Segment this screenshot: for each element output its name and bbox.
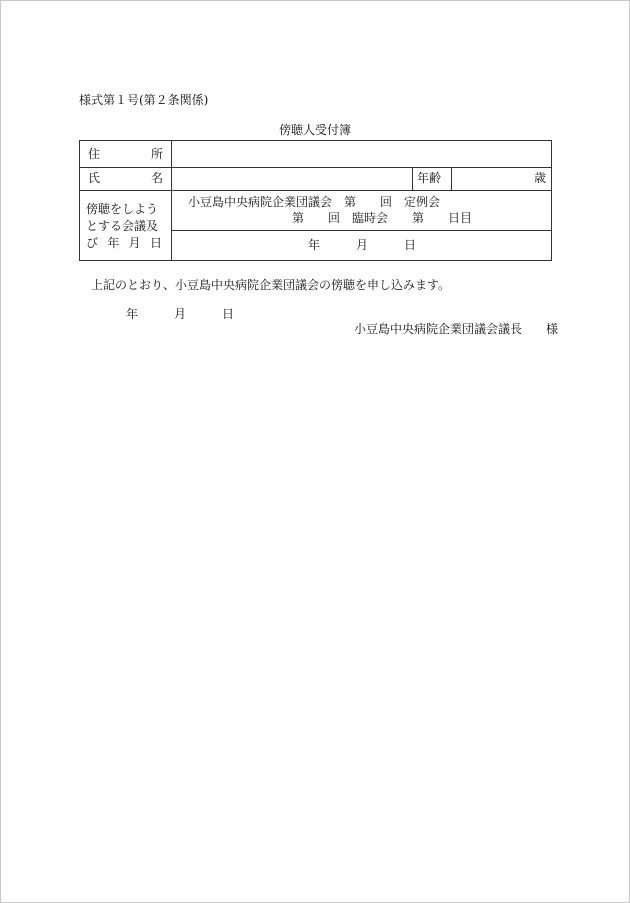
- address-field[interactable]: [172, 142, 550, 166]
- age-unit: 歳: [534, 171, 547, 185]
- form-title: 傍聴人受付簿: [278, 123, 351, 137]
- addressee: 小豆島中央病院企業団議会議長 様: [354, 322, 559, 336]
- form-number: 様式第１号(第２条関係): [79, 93, 209, 107]
- meeting-label-char-4: 日: [149, 236, 162, 250]
- meeting-label-line-1: 傍聴をしよう: [86, 202, 159, 216]
- meeting-label-line-3: [86, 237, 162, 249]
- row-divider-3: [171, 230, 551, 231]
- reception-table: [79, 140, 552, 261]
- name-label-char-2: 名: [150, 171, 163, 185]
- meeting-regular-session: 小豆島中央病院企業団議会 第 回 定例会: [188, 195, 441, 209]
- name-label-char-1: 氏: [88, 171, 101, 185]
- meeting-label-char-1: び: [86, 236, 99, 250]
- application-date: 年 月 日: [126, 307, 235, 321]
- address-label-char-2: 所: [150, 147, 163, 161]
- meeting-extraordinary-session: 第 回 臨時会 第 日目: [292, 211, 473, 225]
- address-label: [88, 148, 163, 160]
- name-field[interactable]: [172, 168, 411, 189]
- address-label-char-1: 住: [88, 147, 101, 161]
- application-statement: 上記のとおり、小豆島中央病院企業団議会の傍聴を申し込みます。: [91, 278, 451, 292]
- name-label: [88, 172, 163, 184]
- age-label: 年齢: [417, 171, 442, 185]
- row-divider-2: [80, 190, 551, 191]
- meeting-label-char-2: 年: [107, 236, 120, 250]
- age-label-left-divider: [412, 167, 413, 190]
- meeting-label-line-2: とする会議及: [86, 219, 159, 233]
- meeting-label-char-3: 月: [128, 236, 141, 250]
- meeting-date: 年 月 日: [308, 238, 417, 252]
